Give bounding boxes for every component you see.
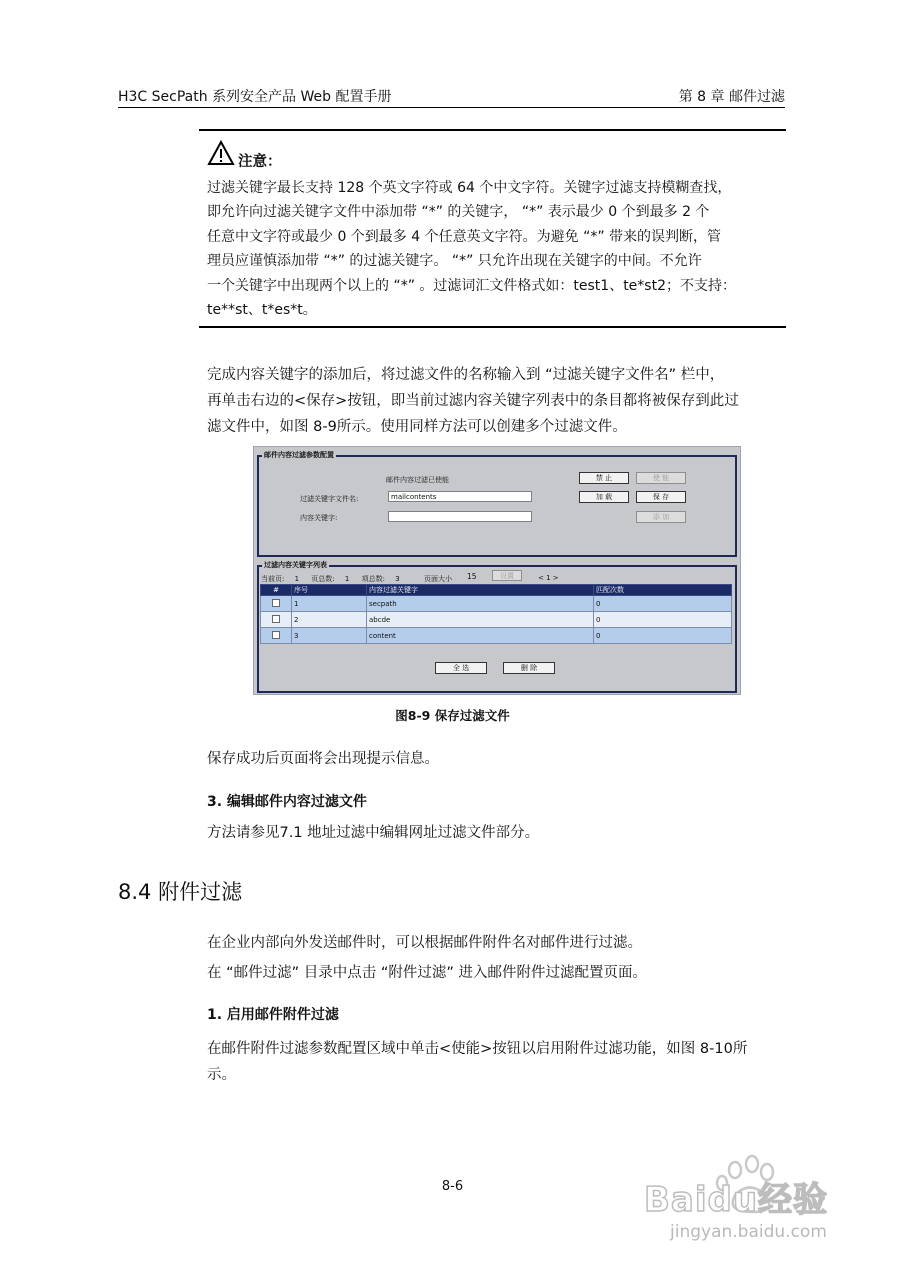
load-button[interactable]: 加 载 <box>579 491 629 503</box>
figure-caption: 图8-9 保存过滤文件 <box>395 708 510 723</box>
notice-line: te**st、t*es*t。 <box>207 302 317 319</box>
column-header: 序号 <box>292 585 367 596</box>
config-fieldset <box>257 455 737 557</box>
table-header <box>261 585 732 596</box>
watermark-brand: Baidu经验 <box>644 1180 829 1220</box>
keyword-input[interactable] <box>388 511 532 522</box>
warning-icon <box>207 140 235 170</box>
row-count: 0 <box>594 612 732 628</box>
page-number: 8-6 <box>441 1179 464 1194</box>
disable-button[interactable]: 禁 止 <box>579 472 629 484</box>
row-keyword: secpath <box>367 596 594 612</box>
row-number: 1 <box>292 596 367 612</box>
list-legend: 过滤内容关键字列表 <box>264 561 327 569</box>
table-row <box>261 612 732 628</box>
notice-line: 即允许向过滤关键字文件中添加带 “*” 的关键字， “*” 表示最少 0 个到最多 2 个 <box>207 204 710 221</box>
paragraph-line: 滤文件中，如图 8-9所示。使用同样方法可以创建多个过滤文件。 <box>207 419 627 435</box>
paragraph-edit-method: 方法请参见7.1 地址过滤中编辑网址过滤文件部分。 <box>207 825 540 841</box>
notice-line: 任意中文字符或最少 0 个到最多 4 个任意英文字符。为避免 “*” 带来的误判断，管 <box>207 228 722 245</box>
status-text: 邮件内容过滤已使能 <box>386 476 449 484</box>
running-header-right: 第 8 章 邮件过滤 <box>678 89 785 105</box>
subsection-title-edit: 3. 编辑邮件内容过滤文件 <box>207 794 367 810</box>
set-page-size-button[interactable]: 设置 <box>492 570 522 581</box>
notice-line: 过滤关键字最长支持 128 个英文字符或 64 个中文字符。关键字过滤支持模糊查找， <box>207 180 732 196</box>
row-count: 0 <box>594 596 732 612</box>
figure-screenshot <box>253 446 741 695</box>
current-page-value: 1 <box>294 575 300 583</box>
row-checkbox[interactable] <box>272 599 280 607</box>
total-items-value: 3 <box>395 575 400 583</box>
pager <box>261 574 400 584</box>
file-name-label: 过滤关键字文件名: <box>300 495 359 503</box>
paragraph-line: 完成内容关键字的添加后，将过滤文件的名称输入到 “过滤关键字文件名” 栏中， <box>207 367 725 383</box>
add-button[interactable]: 添 加 <box>636 511 686 523</box>
row-checkbox[interactable] <box>272 615 280 623</box>
table-row <box>261 596 732 612</box>
notice-line: 理员应谨慎添加带 “*” 的过滤关键字。 “*” 只允许出现在关键字的中间。不允许 <box>207 253 702 270</box>
column-header: 匹配次数 <box>594 585 732 596</box>
table-row <box>261 628 732 644</box>
paragraph-line: 示。 <box>207 1067 236 1083</box>
row-keyword: content <box>367 628 594 644</box>
row-keyword: abcde <box>367 612 594 628</box>
total-items-label: 项总数: <box>361 575 385 583</box>
select-all-button[interactable]: 全 选 <box>435 662 487 674</box>
paragraph-save-success: 保存成功后页面将会出现提示信息。 <box>207 751 439 767</box>
subsection-title-enable: 1. 启用邮件附件过滤 <box>207 1007 339 1023</box>
page-size-label: 页面大小 <box>424 575 452 583</box>
config-legend: 邮件内容过滤参数配置 <box>264 451 334 459</box>
paragraph-attachment-intro: 在企业内部向外发送邮件时，可以根据邮件附件名对邮件进行过滤。 <box>207 935 642 951</box>
running-header-left: H3C SecPath 系列安全产品 Web 配置手册 <box>118 89 392 105</box>
keyword-table <box>260 584 732 644</box>
notice-title: 注意： <box>238 154 282 170</box>
file-name-input[interactable]: mailcontents <box>388 491 532 502</box>
section-title: 8.4 附件过滤 <box>118 880 243 904</box>
page-nav[interactable]: < 1 > <box>538 574 559 582</box>
column-header: 内容过滤关键字 <box>367 585 594 596</box>
notice-body <box>207 176 787 322</box>
notice-top-rule <box>199 129 786 131</box>
paragraph-save-instructions <box>207 362 787 440</box>
column-header: # <box>261 585 292 596</box>
save-button[interactable]: 保 存 <box>636 491 686 503</box>
paragraph-line: 在邮件附件过滤参数配置区域中单击<使能>按钮以启用附件过滤功能，如图 8-10所 <box>207 1041 748 1057</box>
total-pages-label: 页总数: <box>311 575 335 583</box>
baidu-watermark <box>640 1150 860 1270</box>
delete-button[interactable]: 删 除 <box>503 662 555 674</box>
enable-button[interactable]: 使 能 <box>636 472 686 484</box>
notice-bottom-rule <box>199 326 786 328</box>
watermark-url: jingyan.baidu.com <box>670 1222 827 1242</box>
paragraph-enable-instructions <box>207 1036 787 1088</box>
paragraph-line: 再单击右边的<保存>按钮，即当前过滤内容关键字列表中的条目都将被保存到此过 <box>207 393 739 409</box>
paragraph-attachment-nav: 在 “邮件过滤” 目录中点击 “附件过滤” 进入邮件附件过滤配置页面。 <box>207 965 647 981</box>
current-page-label: 当前页: <box>261 575 285 583</box>
total-pages-value: 1 <box>344 575 350 583</box>
row-number: 3 <box>292 628 367 644</box>
row-checkbox[interactable] <box>272 631 280 639</box>
page-size-value[interactable]: 15 <box>467 572 477 581</box>
row-number: 2 <box>292 612 367 628</box>
keyword-label: 内容关键字: <box>300 514 338 522</box>
row-count: 0 <box>594 628 732 644</box>
notice-line: 一个关键字中出现两个以上的 “*” 。过滤词汇文件格式如：test1、te*st2；不支持： <box>207 277 736 294</box>
header-rule <box>118 107 785 108</box>
